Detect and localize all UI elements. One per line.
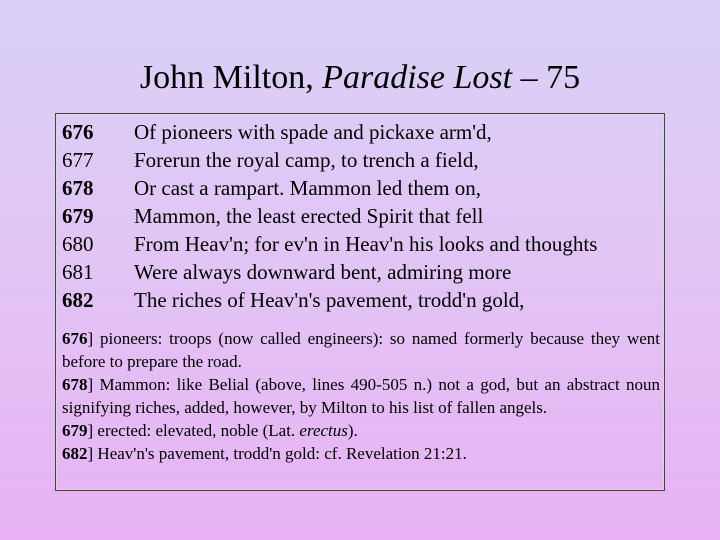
footnote-text: ] pioneers: troops (now called engineers): so named formerly because they went before to prepare the road. — [62, 329, 660, 371]
poem-line — [62, 258, 662, 286]
line-number: 677 — [62, 148, 94, 172]
footnote — [62, 442, 660, 465]
line-number: 681 — [62, 260, 94, 284]
line-text: Of pioneers with spade and pickaxe arm'd, — [134, 120, 492, 144]
title-author: John Milton, — [139, 59, 314, 96]
title-suffix: – 75 — [520, 59, 581, 96]
line-text: Or cast a rampart. Mammon led them on, — [134, 176, 481, 200]
poem-line — [62, 118, 662, 146]
poem-line — [62, 286, 662, 314]
line-number: 682 — [62, 288, 94, 312]
footnote-text: ] erected: elevated, noble (Lat. — [87, 421, 300, 440]
line-text: From Heav'n; for ev'n in Heav'n his looks and thoughts — [134, 232, 598, 256]
poem-line — [62, 202, 662, 230]
footnote-italic: erectus — [299, 421, 348, 440]
footnote-number: 676 — [62, 329, 88, 348]
footnote — [62, 327, 660, 373]
line-text: Mammon, the least erected Spirit that fell — [134, 204, 484, 228]
line-number: 680 — [62, 232, 94, 256]
footnotes — [62, 327, 660, 465]
footnote-number: 682 — [62, 444, 88, 463]
footnote-number: 679 — [62, 421, 88, 440]
page-title — [0, 56, 720, 100]
poem-line — [62, 230, 662, 258]
line-text: Forerun the royal camp, to trench a field, — [134, 148, 479, 172]
footnote-number: 678 — [62, 375, 88, 394]
line-text: Were always downward bent, admiring more — [134, 260, 512, 284]
poem-line — [62, 174, 662, 202]
line-number: 676 — [62, 120, 94, 144]
poem-line — [62, 146, 662, 174]
poem-lines — [62, 118, 662, 314]
footnote-text: ] Mammon: like Belial (above, lines 490-505 n.) not a god, but an abstract noun signifying riches, added, however, by Milton to his list of fallen angels. — [62, 375, 660, 417]
line-number: 678 — [62, 176, 94, 200]
footnote-text: ] Heav'n's pavement, trodd'n gold: cf. Revelation 21:21. — [87, 444, 467, 463]
title-work: Paradise Lost — [322, 59, 513, 96]
line-text: The riches of Heav'n's pavement, trodd'n gold, — [134, 288, 525, 312]
line-number: 679 — [62, 204, 94, 228]
footnote-text-end: ). — [347, 421, 358, 440]
footnote — [62, 419, 660, 442]
footnote — [62, 373, 660, 419]
